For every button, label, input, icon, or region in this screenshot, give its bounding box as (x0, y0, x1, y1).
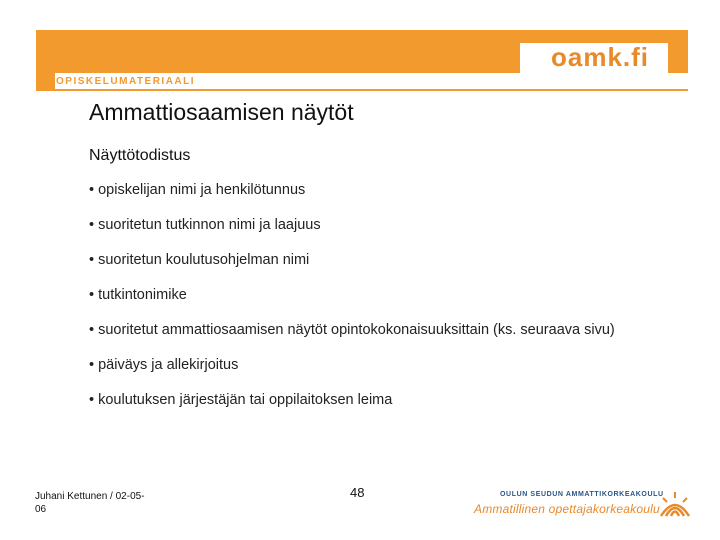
bullet-item: • opiskelijan nimi ja henkilötunnus (89, 182, 306, 198)
brand-logo: oamk.fi (551, 42, 650, 72)
bullet-item: • suoritetun koulutusohjelman nimi (89, 252, 310, 268)
bullet-item: • koulutuksen järjestäjän tai oppilaitoksen leima (89, 392, 393, 408)
org-name: OULUN SEUDUN AMMATTIKORKEAKOULU (500, 491, 664, 498)
bullet-item: • päiväys ja allekirjoitus (89, 357, 239, 373)
header-left-strip (36, 73, 55, 91)
bullet-item: • suoritetun tutkinnon nimi ja laajuus (89, 217, 321, 233)
sunrise-icon (657, 490, 693, 520)
header-divider (55, 89, 688, 91)
slide-subtitle: Näyttötodistus (89, 147, 191, 164)
slide-title: Ammattiosaamisen näytöt (89, 99, 354, 125)
bullet-list (89, 180, 649, 425)
subheader-label: OPISKELUMATERIAALI (56, 76, 196, 87)
bullet-item: • tutkintonimike (89, 287, 187, 303)
footer-author: Juhani Kettunen / 02-05-06 (35, 491, 145, 515)
bullet-item: • suoritetut ammattiosaamisen näytöt opintokokonaisuuksittain (ks. seuraava sivu) (89, 322, 615, 338)
footer-org-logo (474, 490, 694, 524)
page-number: 48 (350, 485, 365, 500)
org-unit: Ammatillinen opettajakorkeakoulu (474, 502, 660, 516)
